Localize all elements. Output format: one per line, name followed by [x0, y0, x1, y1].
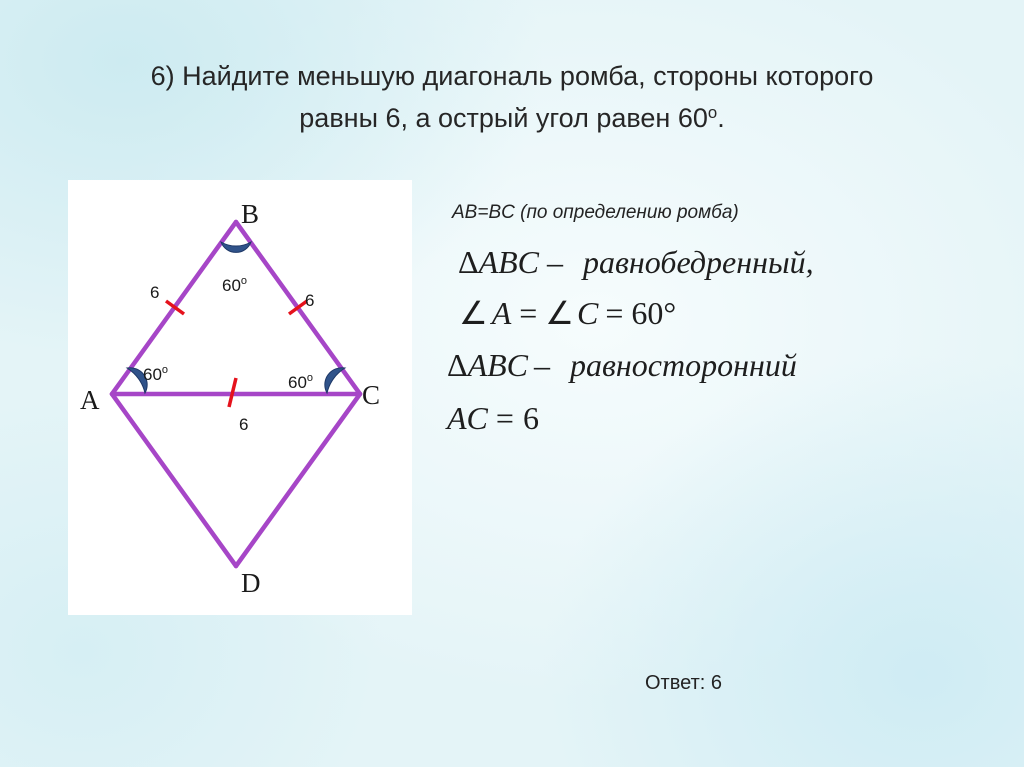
- delta-symbol: Δ: [447, 347, 468, 383]
- side-length-label-ac: 6: [239, 415, 249, 434]
- angle-symbol: ∠: [545, 295, 574, 331]
- solution-line-4: [447, 400, 539, 436]
- problem-title: [0, 55, 1024, 139]
- problem-title-line-2: [0, 97, 1024, 139]
- equals-sign: =: [495, 400, 514, 436]
- angle-arc-b: [221, 242, 251, 252]
- solution-line-3: [447, 347, 797, 383]
- degree-superscript: о: [240, 275, 248, 287]
- angle-symbol: ∠: [459, 295, 488, 331]
- vertex-label-a: A: [80, 385, 100, 415]
- side-da: [112, 394, 236, 566]
- solution-line-2: [459, 295, 676, 331]
- dash: –: [534, 347, 551, 383]
- angle-value: 60: [143, 365, 162, 384]
- side-cd: [236, 394, 360, 566]
- segment-ac: AC: [447, 400, 488, 436]
- title-period: .: [717, 103, 725, 133]
- solution-line-1: [458, 244, 814, 280]
- side-length-label-ab: 6: [150, 283, 160, 302]
- dash: –: [547, 244, 564, 280]
- vertex-label-b: B: [241, 199, 260, 229]
- angle-value: 60: [288, 373, 307, 392]
- triangle-type: равнобедренный,: [583, 244, 814, 280]
- degree-superscript: о: [161, 364, 169, 376]
- solution-note: AB=BC (по определению ромба): [452, 202, 739, 223]
- angle-label-a: [143, 364, 168, 384]
- problem-title-line-1: 6) Найдите меньшую диагональ ромба, стороны которого: [150, 61, 874, 91]
- equals-sign: =: [605, 295, 624, 331]
- angle-label-b: [222, 275, 247, 295]
- angle-c: C: [576, 295, 599, 331]
- angle-label-c: [288, 372, 313, 392]
- rhombus-diagram: [68, 180, 412, 615]
- degree-superscript: о: [306, 372, 314, 384]
- angle-value: 60°: [631, 295, 677, 331]
- equals-sign: =: [519, 295, 538, 331]
- triangle-name: ABC: [467, 347, 529, 383]
- angle-value: 60: [222, 276, 241, 295]
- triangle-type: равносторонний: [570, 347, 797, 383]
- vertex-label-d: D: [241, 568, 261, 598]
- triangle-name: ABC: [478, 244, 540, 280]
- vertex-label-c: C: [362, 380, 381, 410]
- diagram-panel: [68, 180, 412, 615]
- problem-title-line-2-text: равны 6, а острый угол равен 60: [299, 103, 708, 133]
- degree-superscript: о: [707, 102, 718, 122]
- delta-symbol: Δ: [458, 244, 479, 280]
- angle-a: A: [491, 295, 512, 331]
- segment-length: 6: [522, 400, 539, 436]
- side-length-label-bc: 6: [305, 291, 315, 310]
- answer-text: Ответ: 6: [645, 672, 722, 694]
